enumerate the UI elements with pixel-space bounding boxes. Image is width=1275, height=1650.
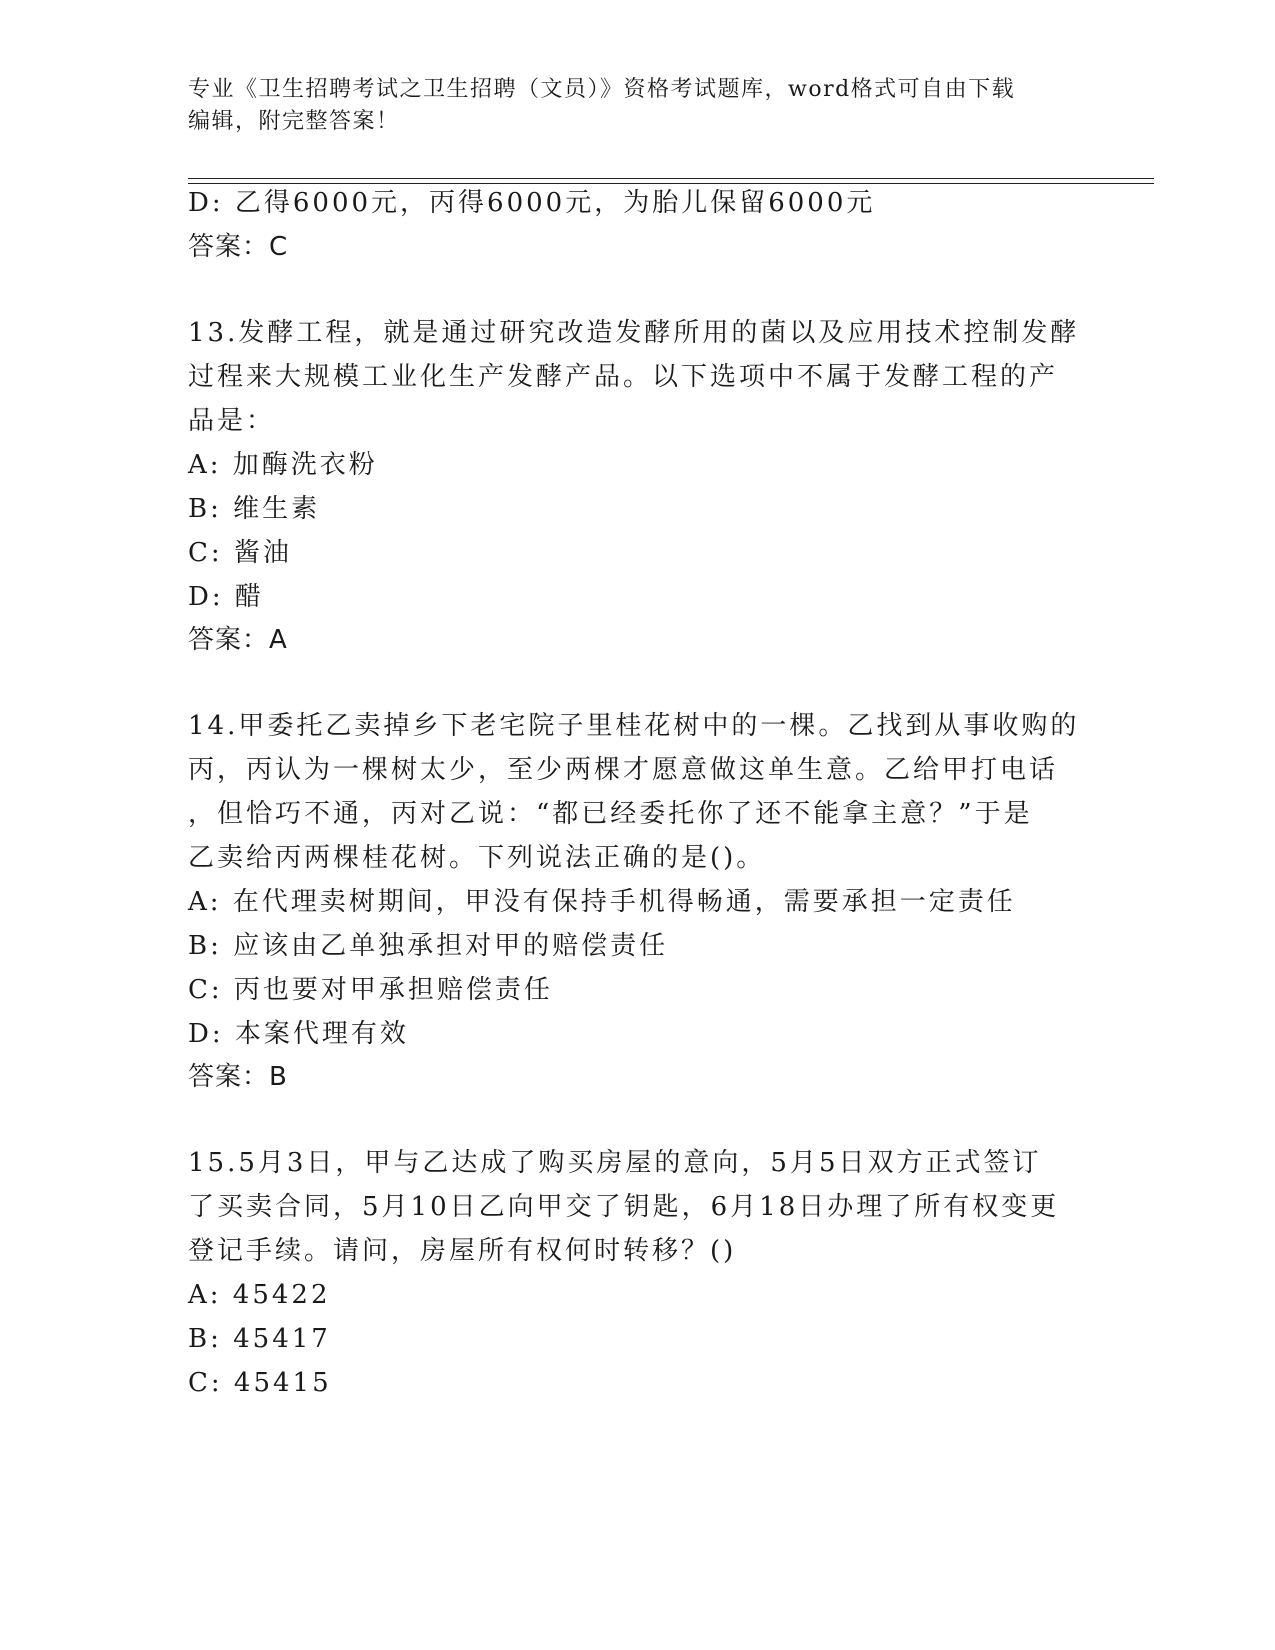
q13-answer: 答案：A: [188, 625, 288, 655]
header-line-1: 专业《卫生招聘考试之卫生招聘（文员）》资格考试题库，word格式可自由下载: [188, 77, 1016, 102]
q13-option-c: C: 酱油: [188, 538, 292, 568]
q13-text-line-1: 13.发酵工程，就是通过研究改造发酵所用的菌以及应用技术控制发酵: [188, 318, 1080, 348]
header-text: [188, 74, 1088, 138]
q14-text-line-4: 乙卖给丙两棵桂花树。下列说法正确的是()。: [188, 843, 766, 873]
q14-option-c: C: 丙也要对甲承担赔偿责任: [188, 975, 553, 1005]
q15-option-b: B: 45417: [188, 1324, 331, 1354]
q14-option-a: A: 在代理卖树期间，甲没有保持手机得畅通，需要承担一定责任: [188, 887, 1016, 917]
q13-text-line-3: 品是：: [188, 406, 276, 436]
q13-option-a: A: 加酶洗衣粉: [188, 450, 378, 480]
q15-option-c: C: 45415: [188, 1368, 332, 1398]
q14-text-line-3: ，但恰巧不通，丙对乙说：“都已经委托你了还不能拿主意？”于是: [188, 799, 1033, 829]
header-rule-top: [188, 178, 1154, 179]
q14-answer: 答案：B: [188, 1062, 288, 1092]
q13-text-line-2: 过程来大规模工业化生产发酵产品。以下选项中不属于发酵工程的产: [188, 362, 1059, 392]
q13-option-b: B: 维生素: [188, 494, 321, 524]
q14-option-d: D: 本案代理有效: [188, 1019, 409, 1049]
q14-option-b: B: 应该由乙单独承担对甲的赔偿责任: [188, 931, 669, 961]
q15-option-a: A: 45422: [188, 1280, 331, 1310]
q15-text-line-2: 了买卖合同，5月10日乙向甲交了钥匙，6月18日办理了所有权变更: [188, 1192, 1060, 1222]
prev-answer: 答案：C: [188, 232, 289, 262]
header-line-2: 编辑，附完整答案！: [188, 109, 400, 134]
q14-text-line-1: 14.甲委托乙卖掉乡下老宅院子里桂花树中的一棵。乙找到从事收购的: [188, 711, 1080, 741]
q13-option-d: D: 醋: [188, 582, 264, 612]
header-rule-bottom: [188, 183, 1154, 184]
q15-text-line-1: 15.5月3日，甲与乙达成了购买房屋的意向，5月5日双方正式签订: [188, 1148, 1042, 1178]
prev-option-d: D: 乙得6000元，丙得6000元，为胎儿保留6000元: [188, 188, 876, 218]
q14-text-line-2: 丙，丙认为一棵树太少，至少两棵才愿意做这单生意。乙给甲打电话: [188, 755, 1059, 785]
q15-text-line-3: 登记手续。请问，房屋所有权何时转移？(): [188, 1236, 737, 1266]
